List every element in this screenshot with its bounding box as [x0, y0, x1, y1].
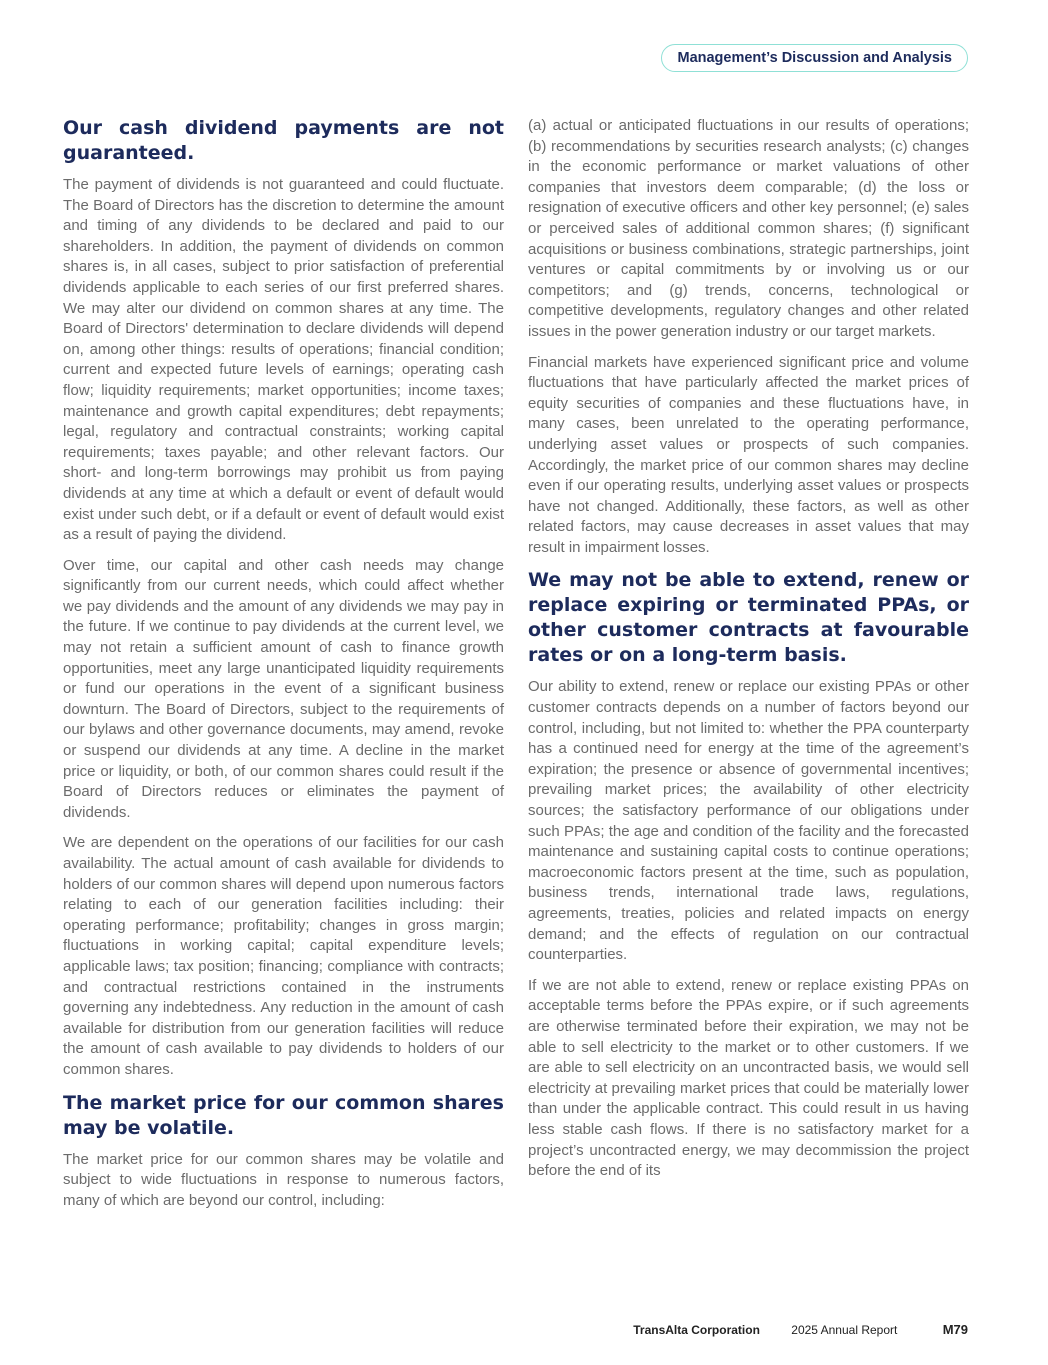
footer-report: 2025 Annual Report [791, 1323, 898, 1337]
section-label: Management’s Discussion and Analysis [661, 44, 968, 72]
heading-market-price: The market price for our common shares may be volatile. [63, 1091, 504, 1139]
paragraph: If we are not able to extend, renew or replace existing PPAs on acceptable terms before the PPAs expire, or if such agreements are otherwise terminated before their expiration, we may not be able to sell electricity to the market or to other customers. If we are able to sell electricity on an uncontracted basis, we would sell electricity at prevailing market prices that could be materially lower than under the applicable contract. This could result in us having less stable cash flows. If there is no satisfactory market for a project’s uncontracted energy, we may decommission the project before the end of its [528, 976, 969, 1180]
footer-company: TransAlta Corporation [633, 1323, 760, 1337]
heading-ppas: We may not be able to extend, renew or replace expiring or terminated PPAs, or other customer contracts at favourable rates or on a long-term basis. [528, 569, 969, 667]
left-column [63, 116, 504, 1221]
paragraph: Financial markets have experienced significant price and volume fluctuations that have particularly affected the market prices of equity securities of companies and these fluctuations have, in many cases, been unrelated to the operating performance, underlying asset values or prospects of such companies. Accordingly, the market price of our common shares may decline even if our operating results, underlying asset values or prospects have not changed. Additionally, these factors, as well as other related factors, may cause decreases in asset values that may result in impairment losses. [528, 353, 969, 556]
paragraph: Our ability to extend, renew or replace our existing PPAs or other customer contracts depends on a number of factors beyond our control, including, but not limited to: whether the PPA counterparty has a continued need for energy at the time of the agreement’s expiration; the presence or absence of governmental incentives; prevailing market prices; the availability of other electricity sources; the satisfactory performance of our obligations under such PPAs; the age and condition of the facility and the forecasted maintenance and sustaining capital costs to continue operations; macroeconomic factors present at the time, such as population, business trends, international trade laws, regulations, agreements, treaties, policies and related impacts on energy demand; and the effects of regulation on our contractual counterparties. [528, 678, 969, 964]
paragraph: The market price for our common shares may be volatile and subject to wide fluctuations in response to numerous factors, many of which are beyond our control, including: [63, 1150, 504, 1209]
heading-dividends: Our cash dividend payments are not guaranteed. [63, 117, 504, 164]
paragraph: We are dependent on the operations of our facilities for our cash availability. The actual amount of cash available for dividends to holders of our common shares will depend upon numerous factors relating to each of our generation facilities including: their operating performance; profitability; changes in gross margin; fluctuations in working capital; capital expenditure levels; applicable laws; tax position; financing; compliance with contracts; and contractual restrictions contained in the instruments governing any indebtedness. Any reduction in the amount of cash available for distribution from our generation facilities will reduce the amount of cash available to pay dividends to holders of our common shares. [63, 834, 504, 1078]
page-footer [633, 1322, 968, 1337]
paragraph: (a) actual or anticipated fluctuations in our results of operations; (b) recommendations by securities research analysts; (c) changes in the economic performance or market valuations of other companies that investors deem comparable; (d) the loss or resignation of executive officers and other key personnel; (e) sales or perceived sales of additional common shares; (f) significant acquisitions or business combinations, strategic partnerships, joint ventures or capital commitments by or involving us or our competitors; and (g) trends, concerns, technological or competitive developments, regulatory changes and other related issues in the power generation industry or our target markets. [528, 117, 969, 340]
paragraph: Over time, our capital and other cash needs may change significantly from our current needs, which could affect whether we pay dividends and the amount of any dividends we may pay in the future. If we continue to pay dividends at the current level, we may not retain a sufficient amount of cash to finance growth opportunities, meet any large unanticipated liquidity requirements or fund our operations in the event of a significant business downturn. The Board of Directors, subject to the requirements of our bylaws and other governance documents, may amend, revoke or suspend our dividends at any time. A decline in the market price or liquidity, or both, of our common shares could result if the Board of Directors reduces or eliminates the payment of dividends. [63, 556, 504, 821]
page-number: M79 [942, 1322, 968, 1337]
right-column [528, 116, 969, 1192]
paragraph: The payment of dividends is not guaranteed and could fluctuate. The Board of Directors has the discretion to determine the amount and timing of any dividends to be declared and paid to our shareholders. In addition, the payment of dividends on common shares is, in all cases, subject to prior satisfaction of preferential dividends applicable to each series of our first preferred shares. We may alter our dividend on common shares at any time. The Board of Directors' determination to declare dividends will depend on, among other things: results of operations; financial condition; current and expected future levels of earnings; operating cash flow; liquidity requirements; market opportunities; income taxes; maintenance and growth capital expenditures; debt repayments; legal, regulatory and contractual constraints; working capital requirements; taxes payable; and other relevant factors. Our short- and long-term borrowings may prohibit us from paying dividends at any time at which a default or event of default would exist under such debt, or if a default or event of default would exist as a result of paying the dividend. [63, 176, 504, 544]
